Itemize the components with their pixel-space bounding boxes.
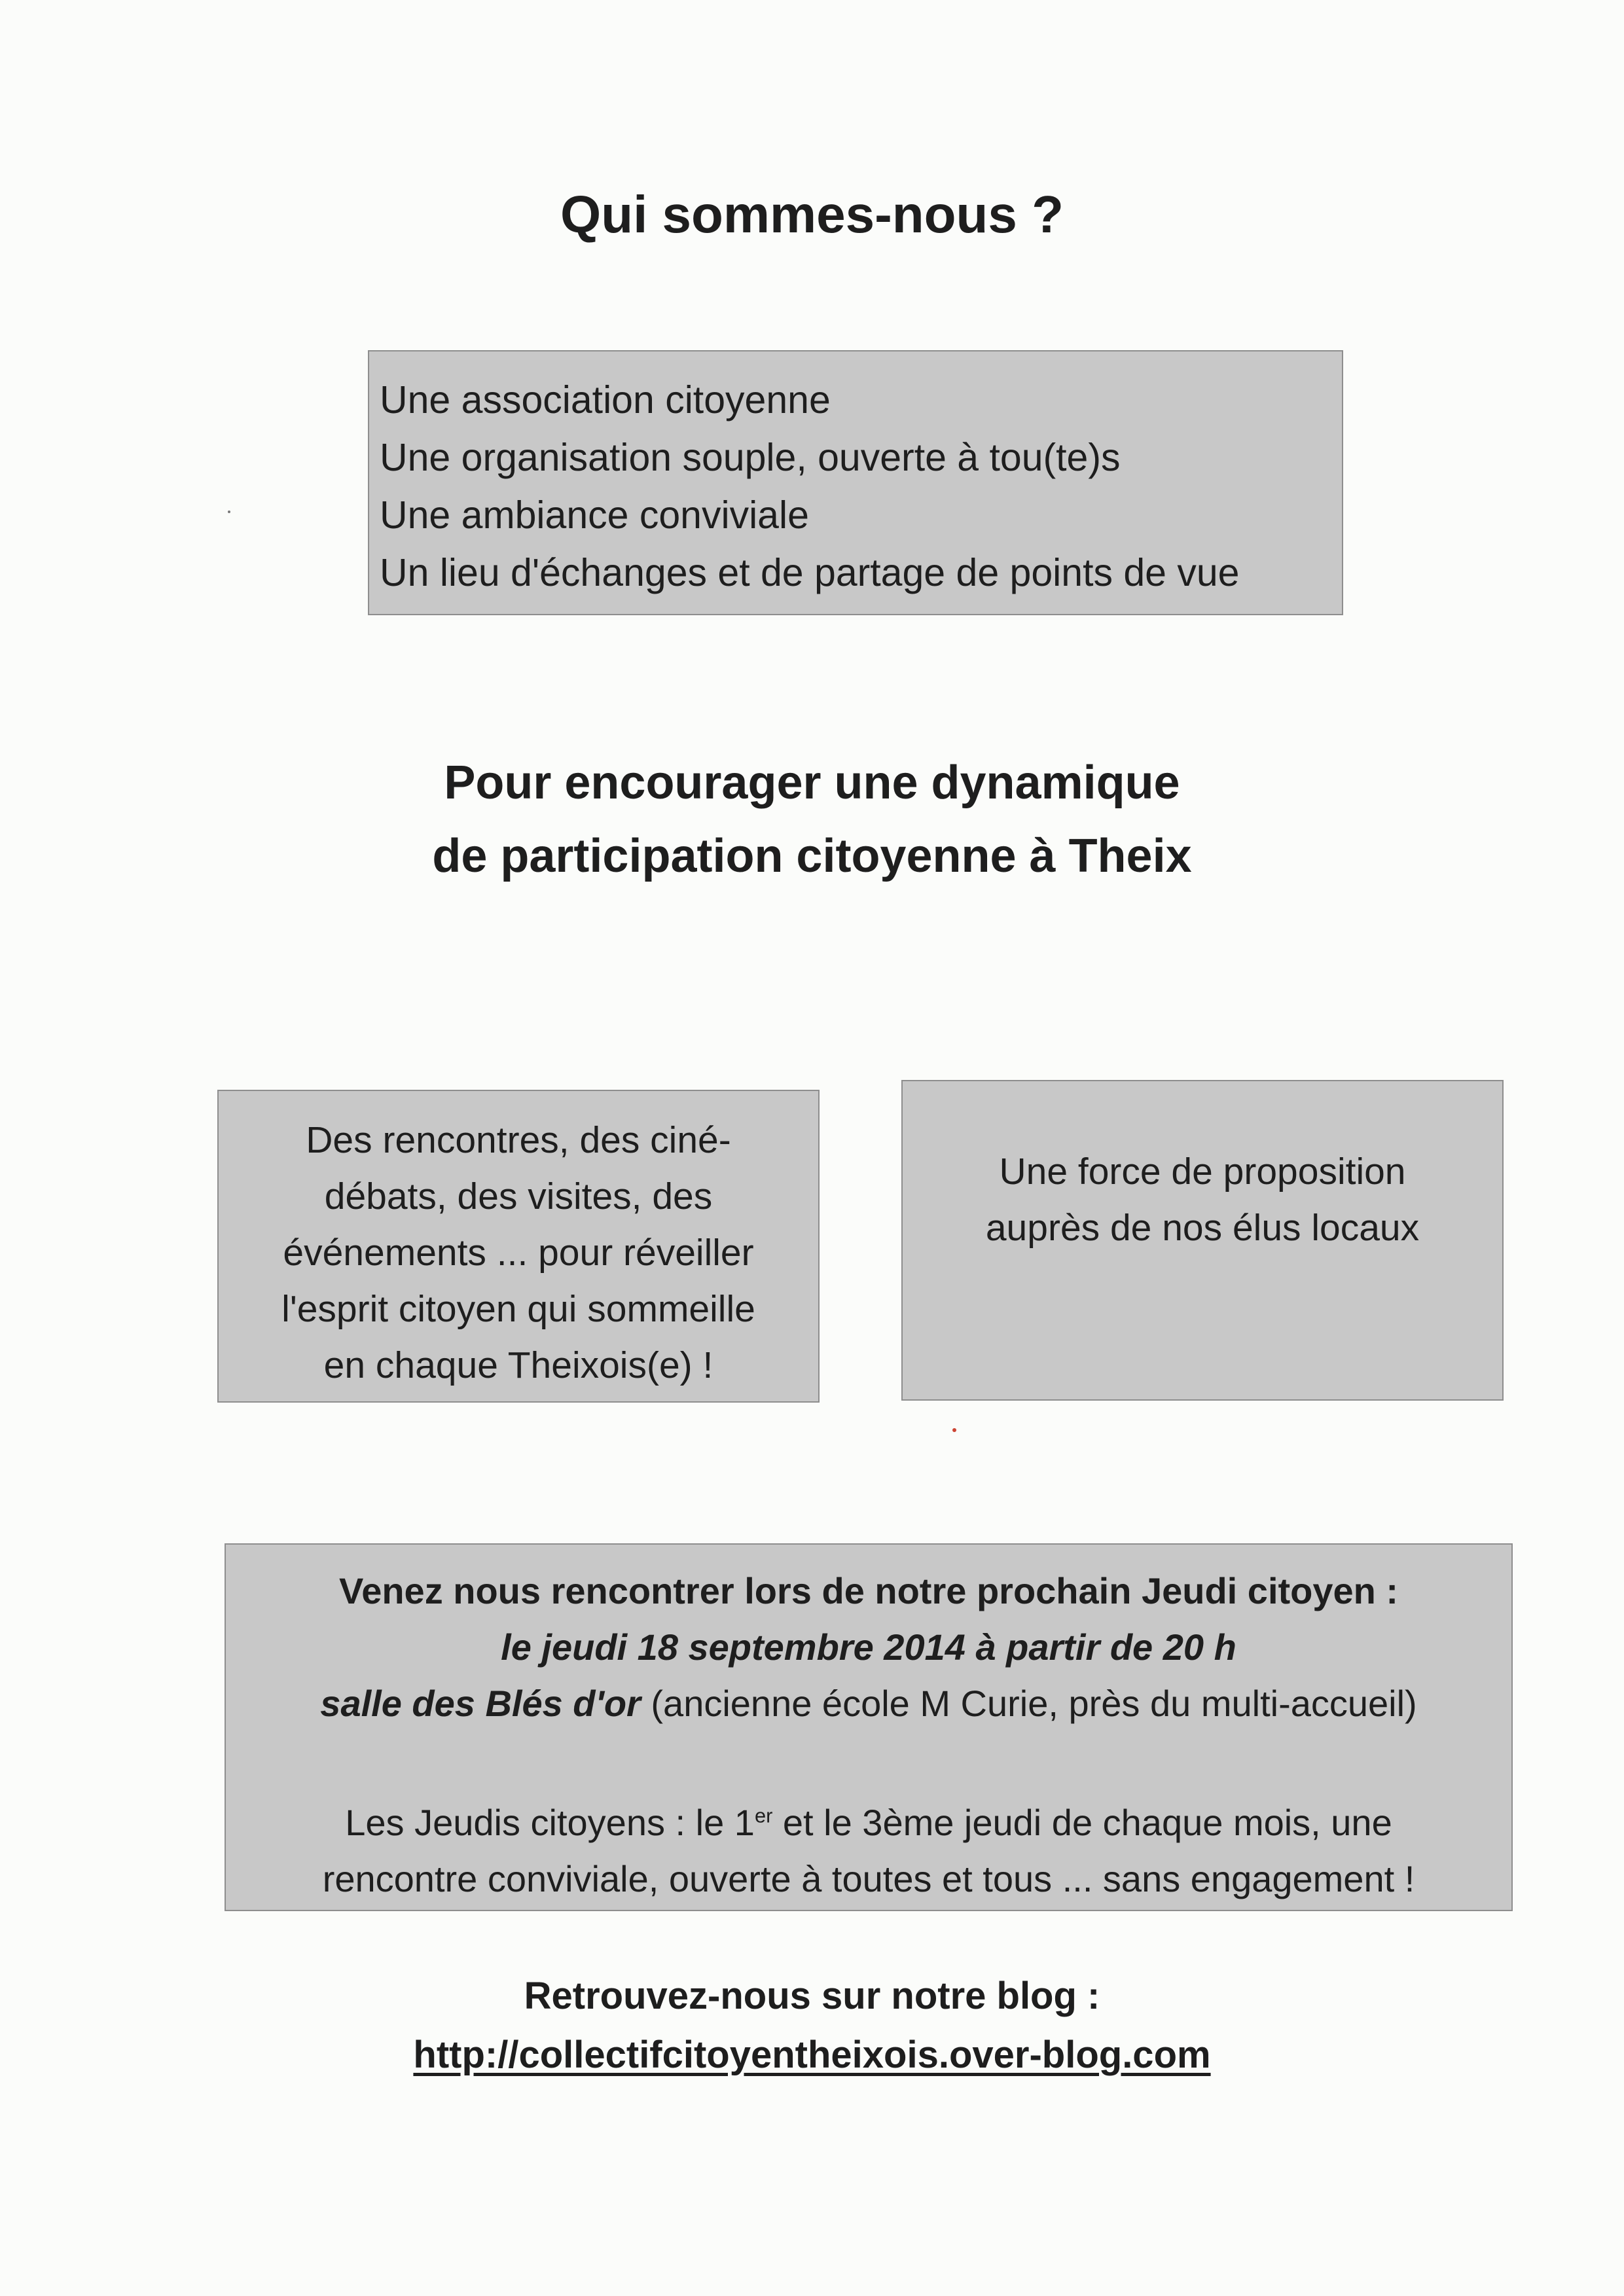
blog-section bbox=[0, 1967, 1624, 2085]
page-title: Qui sommes-nous ? bbox=[560, 185, 1064, 243]
invite-place-detail: (ancienne école M Curie, près du multi-accueil) bbox=[640, 1683, 1417, 1724]
about-line: Une organisation souple, ouverte à tou(te)s bbox=[380, 436, 1121, 479]
about-line: Un lieu d'échanges et de partage de points de vue bbox=[380, 551, 1240, 594]
invite-place bbox=[226, 1676, 1511, 1732]
activities-line: en chaque Theixois(e) ! bbox=[323, 1344, 713, 1386]
about-line: Une ambiance conviviale bbox=[380, 493, 809, 537]
blog-link[interactable]: http://collectifcitoyentheixois.over-blog.com bbox=[413, 2034, 1211, 2076]
invite-schedule-line-2: rencontre conviviale, ouverte à toutes et tous ... sans engagement ! bbox=[322, 1858, 1415, 1899]
invite-headline: Venez nous rencontrer lors de notre prochain Jeudi citoyen : bbox=[338, 1570, 1399, 1611]
subtitle bbox=[0, 746, 1624, 893]
scan-speck bbox=[228, 511, 230, 513]
subtitle-line-1: Pour encourager une dynamique bbox=[444, 757, 1180, 809]
activities-line: Des rencontres, des ciné- bbox=[306, 1119, 731, 1161]
about-box bbox=[368, 350, 1343, 615]
invite-date: le jeudi 18 septembre 2014 à partir de 20 h bbox=[501, 1626, 1236, 1668]
activities-line: débats, des visites, des bbox=[324, 1175, 713, 1217]
invite-schedule-sup: er bbox=[754, 1804, 773, 1827]
invite-schedule-start: Les Jeudis citoyens : le 1 bbox=[345, 1802, 755, 1843]
invite-place-name: salle des Blés d'or bbox=[320, 1683, 641, 1724]
about-line: Une association citoyenne bbox=[380, 378, 831, 422]
force-line: Une force de proposition bbox=[999, 1151, 1406, 1193]
force-box bbox=[901, 1080, 1504, 1401]
activities-line: l'esprit citoyen qui sommeille bbox=[281, 1288, 755, 1330]
subtitle-line-2: de participation citoyenne à Theix bbox=[432, 830, 1192, 882]
activities-line: événements ... pour réveiller bbox=[283, 1232, 754, 1274]
invite-schedule-end: et le 3ème jeudi de chaque mois, une bbox=[772, 1802, 1392, 1843]
invite-schedule bbox=[226, 1795, 1511, 1851]
activities-box bbox=[217, 1090, 820, 1403]
scan-speck bbox=[952, 1428, 956, 1432]
blog-label: Retrouvez-nous sur notre blog : bbox=[524, 1975, 1100, 2017]
force-line: auprès de nos élus locaux bbox=[985, 1207, 1420, 1249]
invite-box bbox=[225, 1543, 1513, 1911]
